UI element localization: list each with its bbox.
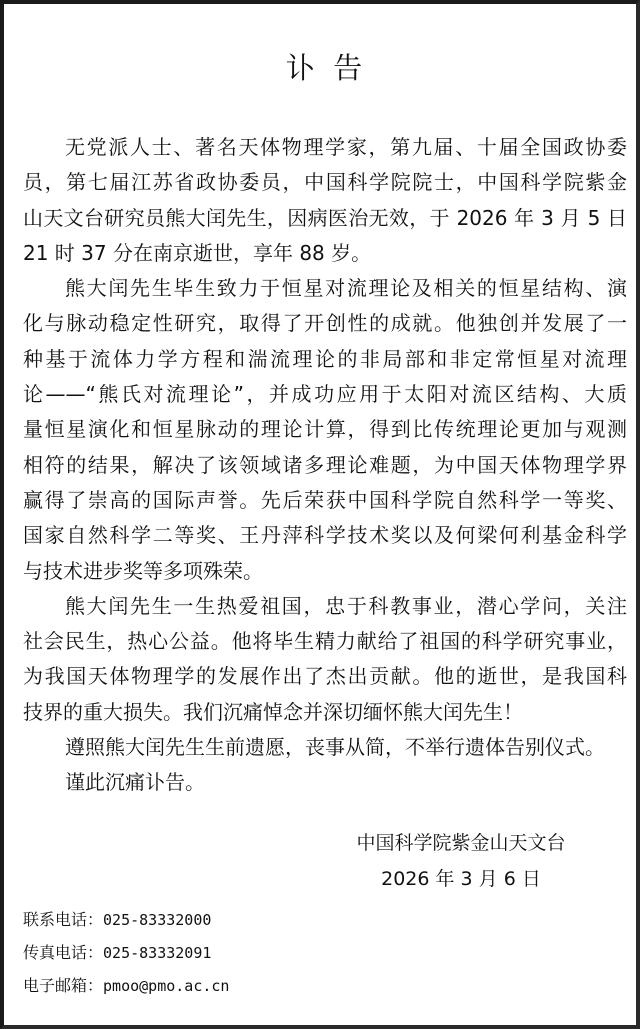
body-line: 熊大闰先生毕生致力于恒星对流理论及相关的恒星结构、演 [65, 276, 627, 301]
body-line: 山天文台研究员熊大闰先生，因病医治无效，于 2026 年 3 月 5 日 [23, 205, 627, 230]
body-line: 遵照熊大闰先生生前遗愿，丧事从简，不举行遗体告别仪式。 [65, 735, 605, 760]
signature-organization: 中国科学院紫金山天文台 [356, 832, 566, 854]
body-line: 员，第七届江苏省政协委员，中国科学院院士，中国科学院紫金 [23, 170, 627, 195]
body-line: 熊大闰先生一生热爱祖国，忠于科教事业，潜心学问，关注 [65, 593, 627, 618]
body-line: 无党派人士、著名天体物理学家，第九届、十届全国政协委 [65, 135, 627, 159]
body-line: 相符的结果，解决了该领域诸多理论难题，为中国天体物理学界 [23, 452, 627, 477]
page-title: 讣 告 [285, 51, 363, 85]
body-line: 种基于流体力学方程和湍流理论的非局部和非定常恒星对流理 [23, 346, 627, 371]
body-line: 21 时 37 分在南京逝世，享年 88 岁。 [23, 240, 372, 265]
body-line: 与技术进步奖等多项殊荣。 [23, 558, 263, 583]
body-line: 论——“熊氏对流理论”，并成功应用于太阳对流区结构、大质 [23, 382, 627, 407]
contact-phone-value: 025-83332000 [103, 911, 212, 929]
contact-email-value[interactable]: pmoo@pmo.ac.cn [103, 977, 230, 995]
contact-fax-label: 传真电话： [23, 943, 104, 962]
contact-phone-label: 联系电话： [23, 910, 104, 929]
body-line: 谨此沉痛讣告。 [65, 770, 205, 795]
contact-fax [23, 938, 211, 968]
contact-email [23, 971, 229, 1001]
signature-date: 2026 年 3 月 6 日 [381, 868, 541, 890]
notice-body [23, 130, 627, 801]
body-line: 国家自然科学二等奖、王丹萍科学技术奖以及何梁何利基金科学 [23, 523, 627, 548]
contact-phone [23, 905, 211, 935]
body-line: 社会民生，热心公益。他将毕生精力献给了祖国的科学研究事业， [23, 629, 627, 654]
contact-email-label: 电子邮箱： [23, 976, 104, 995]
contact-fax-value: 025-83332091 [103, 944, 212, 962]
body-line: 技界的重大损失。我们沉痛悼念并深切缅怀熊大闰先生！ [23, 699, 523, 724]
body-line: 赢得了崇高的国际声誉。先后荣获中国科学院自然科学一等奖、 [23, 487, 627, 512]
body-line: 为我国天体物理学的发展作出了杰出贡献。他的逝世，是我国科 [23, 664, 627, 689]
body-line: 量恒星演化和恒星脉动的理论计算，得到比传统理论更加与观测 [23, 417, 627, 442]
body-line: 化与脉动稳定性研究，取得了开创性的成就。他独创并发展了一 [23, 311, 627, 336]
